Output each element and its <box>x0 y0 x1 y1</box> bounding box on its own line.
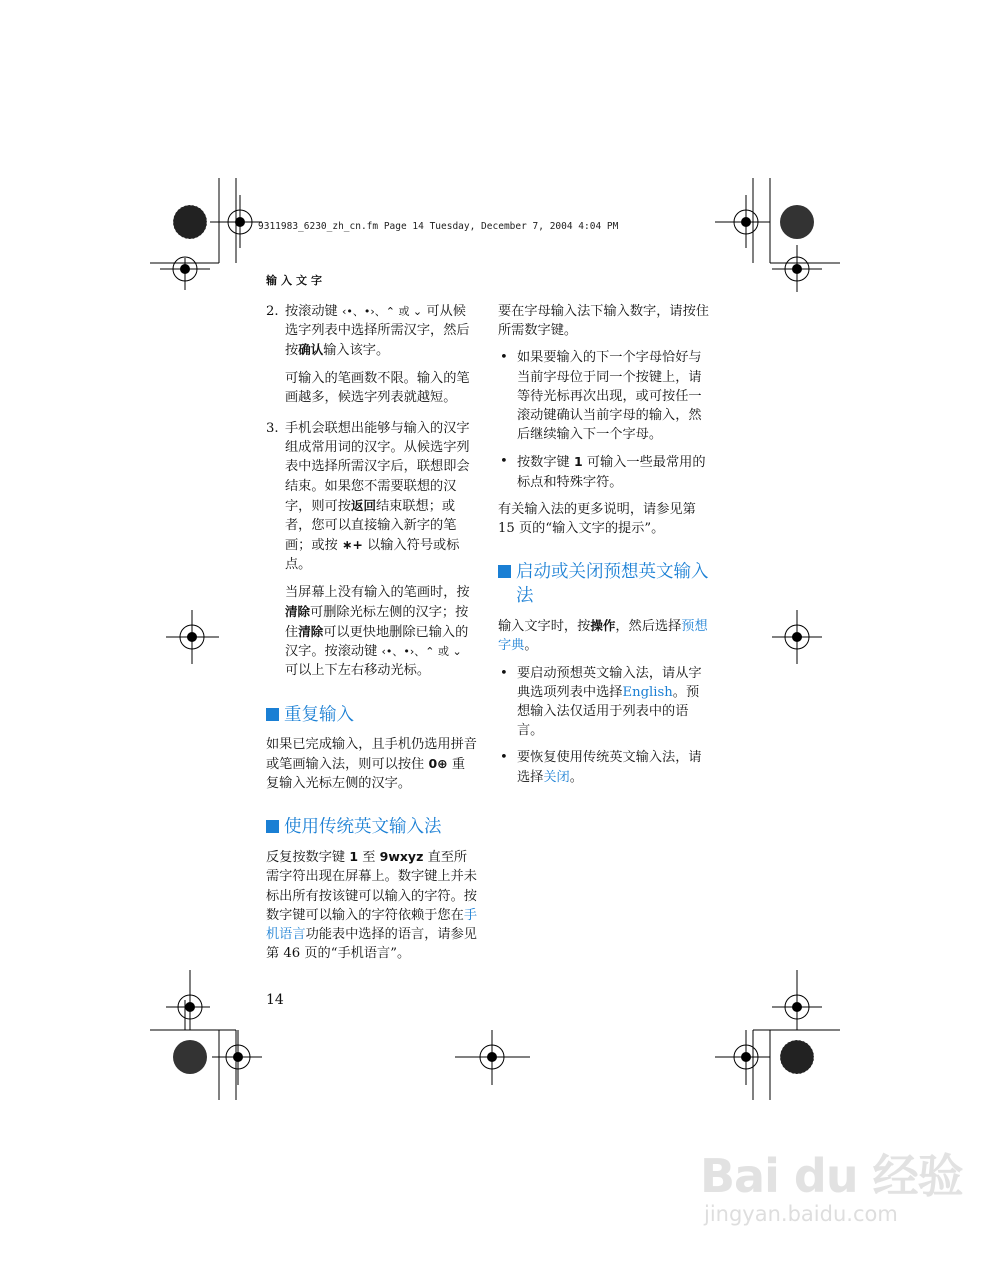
step-text: 以输入符号或标点。 <box>285 538 460 573</box>
para-text: 。 <box>524 638 538 654</box>
bullet-item <box>498 664 710 741</box>
note-text: 当屏幕上没有输入的笔画时，按 <box>285 584 470 600</box>
link-phone-language[interactable]: 手机语言 <box>266 907 477 943</box>
bullet-item <box>498 348 710 444</box>
left-column <box>266 302 478 971</box>
bullet-text: 。 <box>569 769 583 785</box>
bullet-text: 要恢复使用传统英文输入法，请选择 <box>517 750 702 785</box>
heading-square-icon <box>266 708 279 721</box>
one-key-icon: 1 <box>573 454 583 470</box>
para-text: ，然后选择 <box>615 619 682 635</box>
note-text: 可以上下左右移动光标。 <box>285 663 431 679</box>
para-text: 功能表中选择的语言，请参见第 46 页的“手机语言”。 <box>266 927 477 962</box>
para-text: 重复输入光标左侧的汉字。 <box>266 756 466 792</box>
star-key-icon: ∗+ <box>341 537 363 553</box>
keyword-back: 返回 <box>350 497 376 513</box>
watermark-brand: Bai du 经验 <box>700 1149 963 1203</box>
repeat-paragraph <box>266 735 478 794</box>
heading-square-icon <box>498 565 511 578</box>
nine-key-icon: 9wxyz <box>379 849 424 865</box>
keyword-clear: 清除 <box>298 624 324 640</box>
step-text: 可从候选字列表中选择所需汉字，然后按 <box>285 304 470 359</box>
heading-repeat-input <box>266 703 478 727</box>
bullet-dot: • <box>500 750 508 766</box>
step-3-note <box>266 583 478 681</box>
bullet-item <box>498 452 710 491</box>
bullet-dot: • <box>500 454 508 470</box>
keyword-options: 操作 <box>590 618 616 634</box>
right-column <box>498 302 710 795</box>
link-off[interactable]: 关闭 <box>543 769 570 785</box>
bullet-text: 按数字键 <box>517 455 570 471</box>
step-number: 3. <box>266 421 279 437</box>
baidu-watermark <box>700 1140 963 1226</box>
para-text: 至 <box>362 850 376 866</box>
heading-square-icon <box>266 820 279 833</box>
digit-intro: 要在字母输入法下输入数字，请按住所需数字键。 <box>498 304 709 339</box>
para-text: 直至所需字符出现在屏幕上。数字键上并未标出所有按该键可以输入的字符。按数字键可以输入的字符依赖于您在 <box>266 850 477 923</box>
bullet-dot: • <box>500 350 508 366</box>
zero-key-icon: 0⊕ <box>428 755 448 771</box>
more-info: 有关输入法的更多说明，请参见第 15 页的“输入文字的提示”。 <box>498 501 696 537</box>
traditional-paragraph <box>266 847 478 963</box>
note-text: 可删除光标左侧的汉字；按住 <box>285 604 469 641</box>
para-text: 输入文字时，按 <box>498 619 591 635</box>
link-predictive-dictionary[interactable]: 预想字典 <box>498 619 708 654</box>
step-2-note: 可输入的笔画数不限。输入的笔画越多，候选字列表就越短。 <box>285 370 470 405</box>
heading-text: 使用传统英文输入法 <box>284 817 442 838</box>
bullet-text: 可输入一些最常用的标点和特殊字符。 <box>517 455 706 490</box>
step-text: 按滚动键 <box>285 304 338 319</box>
section-label: 输入文字 <box>266 274 326 287</box>
note-text: 可以更快地删除已输入的汉字。按滚动键 <box>285 625 469 660</box>
page-number: 14 <box>266 992 284 1008</box>
link-english[interactable]: English <box>622 684 673 700</box>
keyword-clear: 清除 <box>285 603 311 619</box>
step-text: 结束联想；或者，您可以直接输入新字的笔画；或按 <box>285 498 457 554</box>
step-number: 2. <box>266 304 279 319</box>
bullet-text: 。预想输入法仅适用于列表中的语言。 <box>517 684 700 739</box>
heading-text: 重复输入 <box>284 704 354 725</box>
bullet-dot: • <box>500 665 508 681</box>
para-text: 如果已完成输入，且手机仍选用拼音或笔画输入法，则可以按住 <box>266 736 477 772</box>
predictive-intro <box>498 616 710 655</box>
scroll-keys-icon: ‹•、•›、⌃ 或 ⌄ <box>381 645 462 659</box>
scroll-keys-icon: ‹•、•›、⌃ 或 ⌄ <box>341 305 423 318</box>
watermark-url: jingyan.baidu.com <box>704 1202 898 1226</box>
bullet-text: 如果要输入的下一个字母恰好与当前字母位于同一个按键上，请等待光标再次出现，或可按任一滚动键确认当前字母的输入，然后继续输入下一个字母。 <box>517 350 702 443</box>
step-text: 输入该字。 <box>323 343 390 359</box>
print-slug-header: 9311983_6230_zh_cn.fm Page 14 Tuesday, December 7, 2004 4:04 PM <box>258 221 619 232</box>
para-text: 反复按数字键 <box>266 850 346 866</box>
step-3 <box>266 419 478 575</box>
heading-traditional-input <box>266 815 478 839</box>
bullet-item <box>498 748 710 786</box>
heading-predictive-input <box>498 560 710 608</box>
heading-text: 启动或关闭预想英文输入法 <box>516 562 709 607</box>
keyword-confirm: 确认 <box>298 342 324 358</box>
step-2 <box>266 302 478 361</box>
bullet-text: 要启动预想英文输入法，请从字典选项列表中选择 <box>517 665 702 700</box>
one-key-icon: 1 <box>349 849 359 865</box>
step-text: 手机会联想出能够与输入的汉字组成常用词的汉字。从候选字列表中选择所需汉字后，联想即会结束。如果您不需要联想的汉字，则可按 <box>285 421 470 514</box>
